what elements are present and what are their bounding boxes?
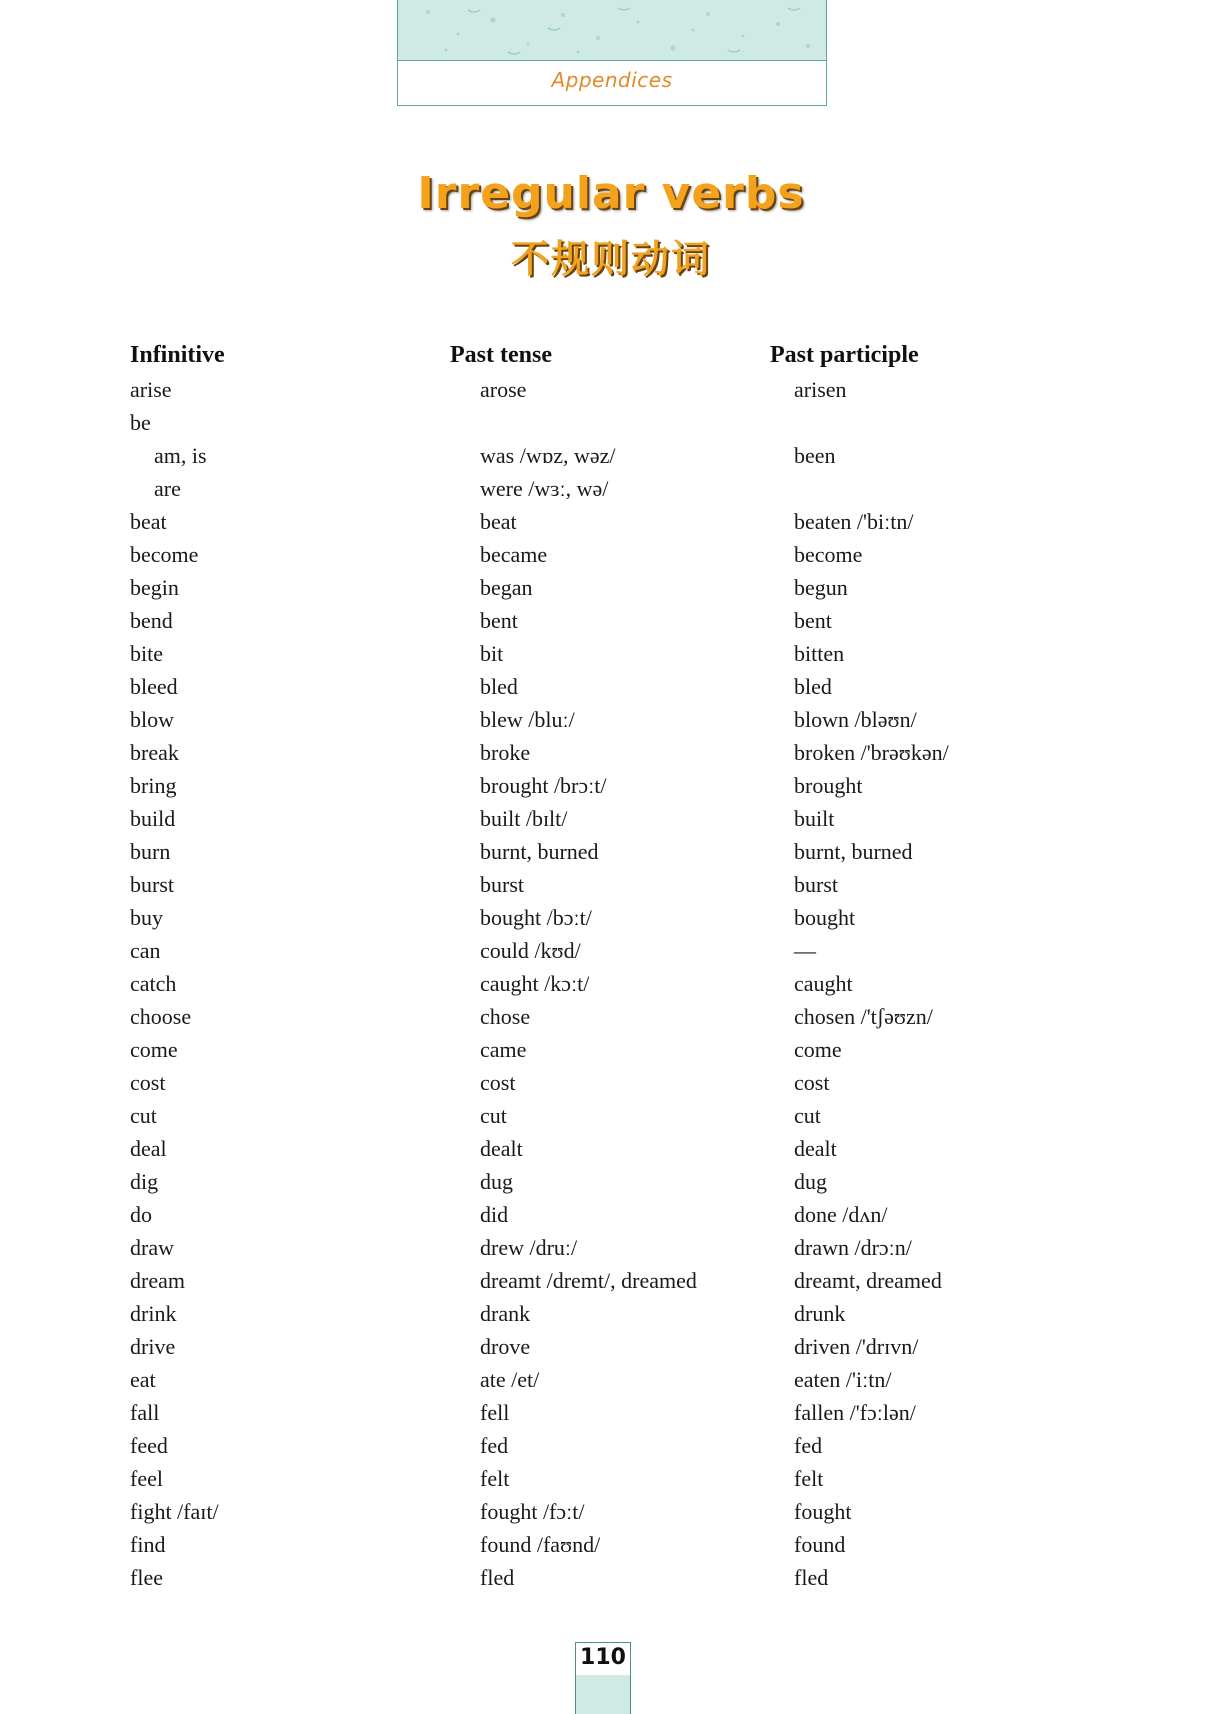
table-row [130, 1462, 1110, 1495]
past-participle-cell: fought [794, 1499, 852, 1524]
page-subtitle: 不规则动词 [510, 237, 711, 281]
table-row [130, 1396, 1110, 1429]
past-tense-cell: burnt, burned [480, 839, 599, 864]
past-participle-cell: driven /'drɪvn/ [794, 1334, 919, 1359]
table-row [130, 571, 1110, 604]
table-row [130, 1495, 1110, 1528]
past-participle-cell: beaten /'biːtn/ [794, 509, 914, 534]
infinitive-cell: come [130, 1037, 178, 1062]
table-row [130, 1033, 1110, 1066]
page-number-box [575, 1642, 631, 1714]
past-tense-cell: bought /bɔːt/ [480, 905, 592, 930]
infinitive-cell: flee [130, 1565, 163, 1590]
past-tense-cell: found /faʊnd/ [480, 1532, 601, 1557]
past-participle-cell: dealt [794, 1136, 837, 1161]
table-row [130, 703, 1110, 736]
infinitive-cell: burst [130, 872, 174, 897]
past-tense-cell [480, 406, 794, 439]
table-row [130, 934, 1110, 967]
infinitive-cell: bleed [130, 674, 178, 699]
past-tense-cell: became [480, 542, 548, 567]
infinitive-cell: drive [130, 1334, 176, 1359]
past-tense-cell: cut [480, 1103, 507, 1128]
table-row [130, 868, 1110, 901]
past-participle-cell: become [794, 542, 863, 567]
header-box [397, 0, 827, 106]
table-row [130, 373, 1110, 406]
infinitive-cell: dream [130, 1268, 185, 1293]
past-participle-cell: burst [794, 872, 838, 897]
table-row [130, 1429, 1110, 1462]
past-tense-cell: blew /bluː/ [480, 707, 575, 732]
past-tense-cell: dug [480, 1169, 513, 1194]
infinitive-cell: build [130, 806, 176, 831]
past-participle-cell: felt [794, 1466, 824, 1491]
infinitive-cell: choose [130, 1004, 192, 1029]
past-participle-cell: bought [794, 905, 856, 930]
past-tense-cell: dreamt /dremt/, dreamed [480, 1268, 697, 1293]
past-participle-cell [794, 406, 1110, 439]
table-row [130, 835, 1110, 868]
past-participle-cell: cut [794, 1103, 821, 1128]
table-row [130, 1528, 1110, 1561]
past-participle-cell [794, 472, 1110, 505]
table-row [130, 472, 1110, 505]
past-tense-cell: bled [480, 674, 518, 699]
past-participle-cell: caught [794, 971, 853, 996]
table-row [130, 1330, 1110, 1363]
infinitive-cell: find [130, 1532, 166, 1557]
table-row [130, 1231, 1110, 1264]
past-participle-cell: drawn /drɔːn/ [794, 1235, 912, 1260]
past-participle-cell: dug [794, 1169, 827, 1194]
past-tense-cell: was /wɒz, wəz/ [480, 443, 616, 468]
past-participle-cell: come [794, 1037, 842, 1062]
table-row [130, 1099, 1110, 1132]
table-row [130, 670, 1110, 703]
past-tense-cell: did [480, 1202, 509, 1227]
header-decoration [398, 0, 826, 61]
table-row [130, 1264, 1110, 1297]
past-tense-cell: fed [480, 1433, 509, 1458]
infinitive-cell: arise [130, 377, 172, 402]
table-row [130, 406, 1110, 439]
column-header-infinitive: Infinitive [130, 342, 225, 368]
table-row [130, 802, 1110, 835]
table-row [130, 1165, 1110, 1198]
table-row [130, 967, 1110, 1000]
past-tense-cell: could /kʊd/ [480, 938, 581, 963]
infinitive-cell: bend [130, 608, 173, 633]
past-participle-cell: bled [794, 674, 832, 699]
infinitive-cell: begin [130, 575, 179, 600]
past-participle-cell: dreamt, dreamed [794, 1268, 942, 1293]
infinitive-cell: fight /faɪt/ [130, 1499, 219, 1524]
past-tense-cell: came [480, 1037, 527, 1062]
table-row [130, 769, 1110, 802]
past-participle-cell: blown /bləʊn/ [794, 707, 917, 732]
past-tense-cell: burst [480, 872, 524, 897]
infinitive-cell: break [130, 740, 179, 765]
infinitive-cell: blow [130, 707, 174, 732]
infinitive-cell: buy [130, 905, 163, 930]
infinitive-cell: catch [130, 971, 177, 996]
infinitive-cell: do [130, 1202, 152, 1227]
infinitive-cell: be [130, 410, 151, 435]
past-tense-cell: fled [480, 1565, 515, 1590]
past-tense-cell: drew /druː/ [480, 1235, 578, 1260]
past-tense-cell: bit [480, 641, 504, 666]
past-participle-cell: — [794, 938, 816, 963]
past-tense-cell: arose [480, 377, 527, 402]
past-participle-cell: fled [794, 1565, 829, 1590]
table-row [130, 736, 1110, 769]
infinitive-cell: drink [130, 1301, 177, 1326]
infinitive-cell: beat [130, 509, 167, 534]
infinitive-cell: eat [130, 1367, 156, 1392]
header-label: Appendices [551, 68, 673, 92]
table-row [130, 1363, 1110, 1396]
infinitive-cell: are [154, 476, 181, 501]
infinitive-cell: fall [130, 1400, 160, 1425]
table-row [130, 1132, 1110, 1165]
past-tense-cell: cost [480, 1070, 516, 1095]
infinitive-cell: bite [130, 641, 163, 666]
infinitive-cell: am, is [154, 443, 207, 468]
past-participle-cell: drunk [794, 1301, 846, 1326]
past-participle-cell: fallen /'fɔːlən/ [794, 1400, 916, 1425]
past-tense-cell: built /bɪlt/ [480, 806, 568, 831]
verb-table [130, 373, 1110, 1594]
past-tense-cell: ate /et/ [480, 1367, 540, 1392]
past-participle-cell: bitten [794, 641, 845, 666]
infinitive-cell: dig [130, 1169, 159, 1194]
infinitive-cell: become [130, 542, 199, 567]
past-tense-cell: brought /brɔːt/ [480, 773, 607, 798]
past-tense-cell: felt [480, 1466, 510, 1491]
past-participle-cell: bent [794, 608, 832, 633]
past-tense-cell: drank [480, 1301, 531, 1326]
past-tense-cell: fell [480, 1400, 510, 1425]
past-tense-cell: broke [480, 740, 531, 765]
column-header-past-tense: Past tense [450, 342, 552, 368]
past-participle-cell: cost [794, 1070, 830, 1095]
column-header-past-participle: Past participle [770, 342, 919, 368]
past-tense-cell: beat [480, 509, 517, 534]
table-row [130, 505, 1110, 538]
past-tense-cell: dealt [480, 1136, 523, 1161]
past-participle-cell: built [794, 806, 835, 831]
past-participle-cell: brought [794, 773, 863, 798]
table-row [130, 901, 1110, 934]
table-row [130, 637, 1110, 670]
past-participle-cell: arisen [794, 377, 847, 402]
speckle-pattern [398, 0, 826, 60]
past-participle-cell: fed [794, 1433, 823, 1458]
infinitive-cell: burn [130, 839, 171, 864]
page-number: 110 [580, 1645, 626, 1670]
past-tense-cell: fought /fɔːt/ [480, 1499, 585, 1524]
past-tense-cell: were /wɜː, wə/ [480, 476, 609, 501]
past-participle-cell: been [794, 443, 836, 468]
past-tense-cell: caught /kɔːt/ [480, 971, 590, 996]
past-tense-cell: bent [480, 608, 518, 633]
table-row [130, 604, 1110, 637]
infinitive-cell: bring [130, 773, 177, 798]
table-row [130, 538, 1110, 571]
infinitive-cell: can [130, 938, 161, 963]
infinitive-cell: cost [130, 1070, 166, 1095]
past-participle-cell: found [794, 1532, 846, 1557]
past-tense-cell: began [480, 575, 533, 600]
past-participle-cell: done /dʌn/ [794, 1202, 888, 1227]
past-participle-cell: burnt, burned [794, 839, 913, 864]
past-participle-cell: broken /'brəʊkən/ [794, 740, 949, 765]
past-participle-cell: chosen /'tʃəʊzn/ [794, 1004, 933, 1029]
table-row [130, 1198, 1110, 1231]
past-participle-cell: begun [794, 575, 848, 600]
past-tense-cell: chose [480, 1004, 531, 1029]
past-participle-cell: eaten /'iːtn/ [794, 1367, 892, 1392]
infinitive-cell: feel [130, 1466, 163, 1491]
table-row [130, 1297, 1110, 1330]
infinitive-cell: cut [130, 1103, 157, 1128]
table-row [130, 1561, 1110, 1594]
past-tense-cell: drove [480, 1334, 531, 1359]
infinitive-cell: draw [130, 1235, 174, 1260]
table-row [130, 1066, 1110, 1099]
infinitive-cell: deal [130, 1136, 167, 1161]
page-title: Irregular verbs [417, 168, 805, 219]
infinitive-cell: feed [130, 1433, 168, 1458]
table-row [130, 439, 1110, 472]
table-row [130, 1000, 1110, 1033]
